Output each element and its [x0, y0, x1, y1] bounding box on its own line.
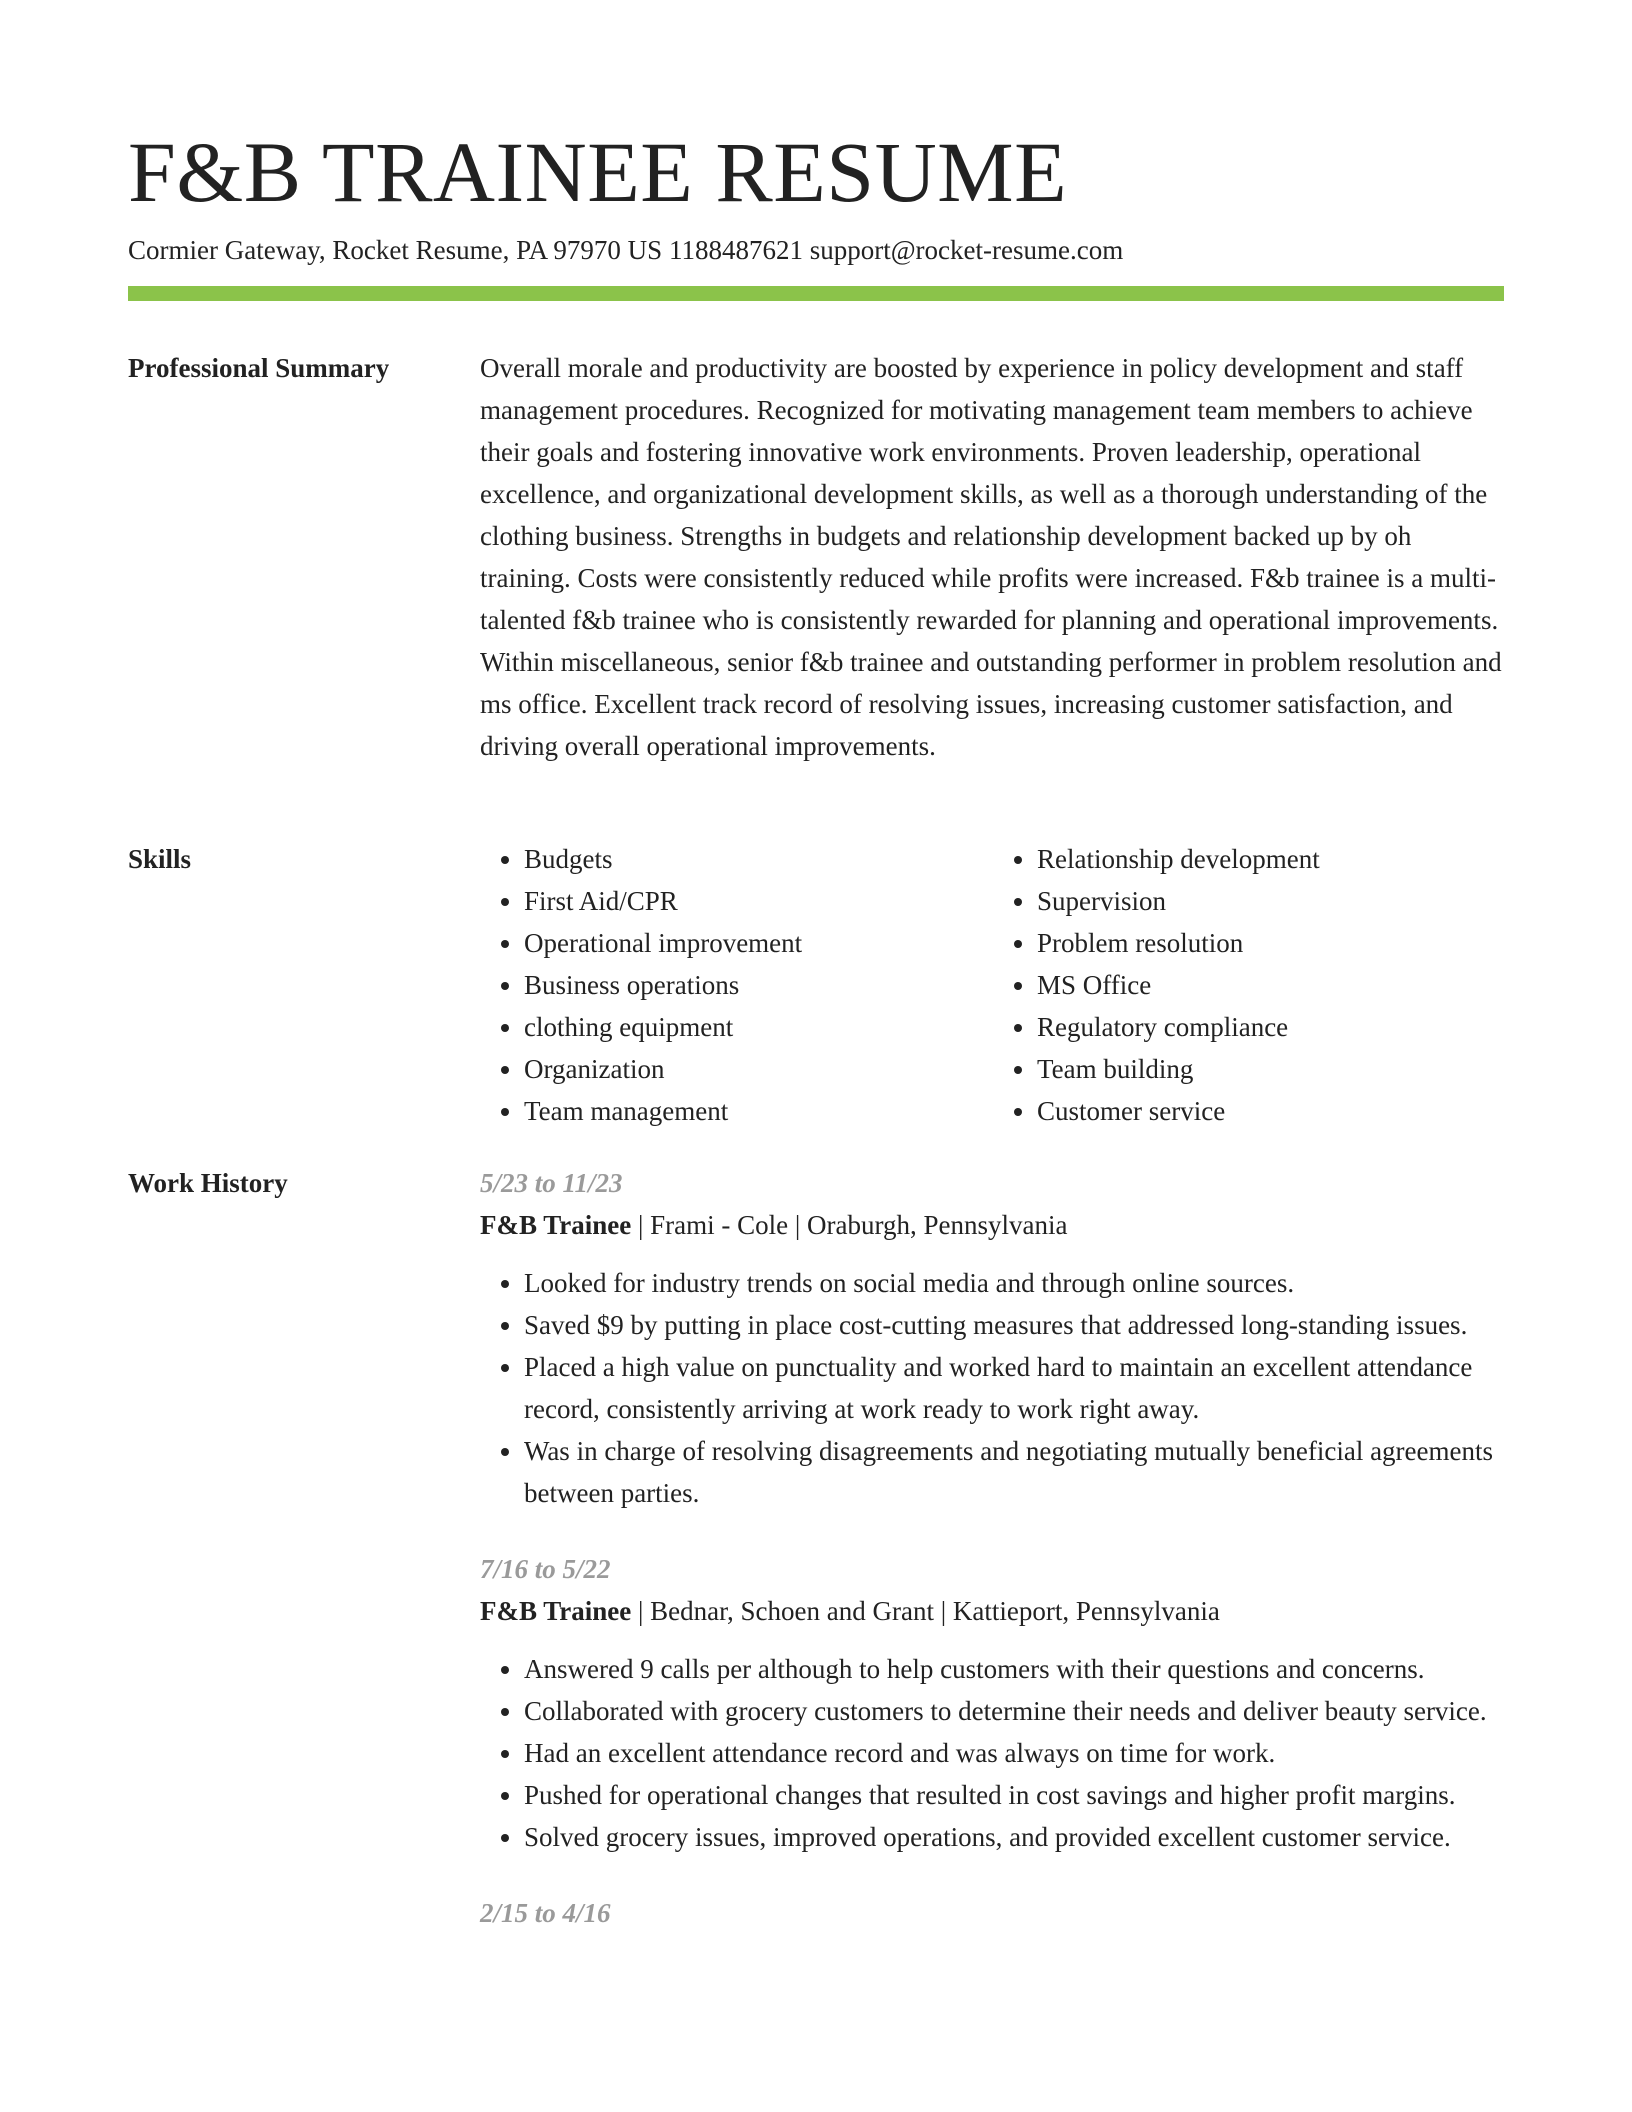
work-history-heading: Work History: [128, 1168, 288, 1198]
skills-list-left: [480, 838, 993, 1132]
skill-item: • Operational improvement: [524, 922, 993, 964]
resume-header: [128, 122, 1504, 301]
skill-item: • Customer service: [1037, 1090, 1506, 1132]
skills-body: [480, 838, 1506, 1132]
skill-item: • Regulatory compliance: [1037, 1006, 1506, 1048]
skill-item: • MS Office: [1037, 964, 1506, 1006]
job-bullet: • Answered 9 calls per although to help customers with their questions and concerns.: [524, 1648, 1506, 1690]
skills-heading: Skills: [128, 844, 192, 874]
summary-text: Overall morale and productivity are boosted by experience in policy development and staff management procedures. Recognized for motivating management team members to achieve their goals and fostering innovative work environments. Proven leadership, operational excellence, and organizational development skills, as well as a thorough understanding of the clothing business. Strengths in budgets and relationship development backed up by oh training. Costs were consistently reduced while profits were increased. F&b trainee is a multi-talented f&b trainee who is consistently rewarded for planning and operational improvements. Within miscellaneous, senior f&b trainee and outstanding performer in problem resolution and ms office. Excellent track record of resolving issues, increasing customer satisfaction, and driving overall operational improvements.: [480, 353, 1502, 761]
skill-item: • Budgets: [524, 838, 993, 880]
job-entry: [480, 1162, 1506, 1514]
accent-divider: [128, 286, 1504, 301]
summary-heading: Professional Summary: [128, 353, 390, 383]
skill-item: • Relationship development: [1037, 838, 1506, 880]
skill-item: • Team building: [1037, 1048, 1506, 1090]
job-dates: 2/15 to 4/16: [480, 1898, 611, 1928]
job-entry: [480, 1548, 1506, 1858]
job-details: | Frami - Cole | Oraburgh, Pennsylvania: [631, 1210, 1068, 1240]
job-title: F&B Trainee: [480, 1596, 632, 1626]
work-history-body: [480, 1162, 1506, 1968]
job-dates: 7/16 to 5/22: [480, 1554, 611, 1584]
job-bullet: • Was in charge of resolving disagreements and negotiating mutually beneficial agreements between parties.: [524, 1430, 1506, 1514]
job-bullets: [480, 1648, 1506, 1858]
job-bullet: • Pushed for operational changes that resulted in cost savings and higher profit margins.: [524, 1774, 1506, 1816]
job-bullet: • Solved grocery issues, improved operations, and provided excellent customer service.: [524, 1816, 1506, 1858]
summary-body: [480, 347, 1506, 767]
skill-item: • Organization: [524, 1048, 993, 1090]
skills-list-right: [993, 838, 1506, 1132]
skill-item: • Business operations: [524, 964, 993, 1006]
skill-item: • Team management: [524, 1090, 993, 1132]
job-dates: 5/23 to 11/23: [480, 1168, 623, 1198]
job-bullet: • Saved $9 by putting in place cost-cutting measures that addressed long-standing issues.: [524, 1304, 1506, 1346]
job-bullet: • Collaborated with grocery customers to determine their needs and deliver beauty service.: [524, 1690, 1506, 1732]
skill-item: • First Aid/CPR: [524, 880, 993, 922]
job-details: | Bednar, Schoen and Grant | Kattieport, Pennsylvania: [631, 1596, 1220, 1626]
job-title: F&B Trainee: [480, 1210, 632, 1240]
job-bullet: • Placed a high value on punctuality and worked hard to maintain an excellent attendance record, consistently arriving at work ready to work right away.: [524, 1346, 1506, 1430]
job-bullet: • Had an excellent attendance record and was always on time for work.: [524, 1732, 1506, 1774]
skill-item: • Supervision: [1037, 880, 1506, 922]
job-entry: [480, 1892, 1506, 1934]
job-bullet: • Looked for industry trends on social media and through online sources.: [524, 1262, 1506, 1304]
job-heading: [480, 1590, 1506, 1632]
skill-item: • clothing equipment: [524, 1006, 993, 1048]
resume-title: F&B TRAINEE RESUME: [128, 124, 1068, 220]
skill-item: • Problem resolution: [1037, 922, 1506, 964]
job-heading: [480, 1204, 1506, 1246]
job-bullets: [480, 1262, 1506, 1514]
contact-line: Cormier Gateway, Rocket Resume, PA 97970 US 1188487621 support@rocket-resume.com: [128, 235, 1124, 265]
